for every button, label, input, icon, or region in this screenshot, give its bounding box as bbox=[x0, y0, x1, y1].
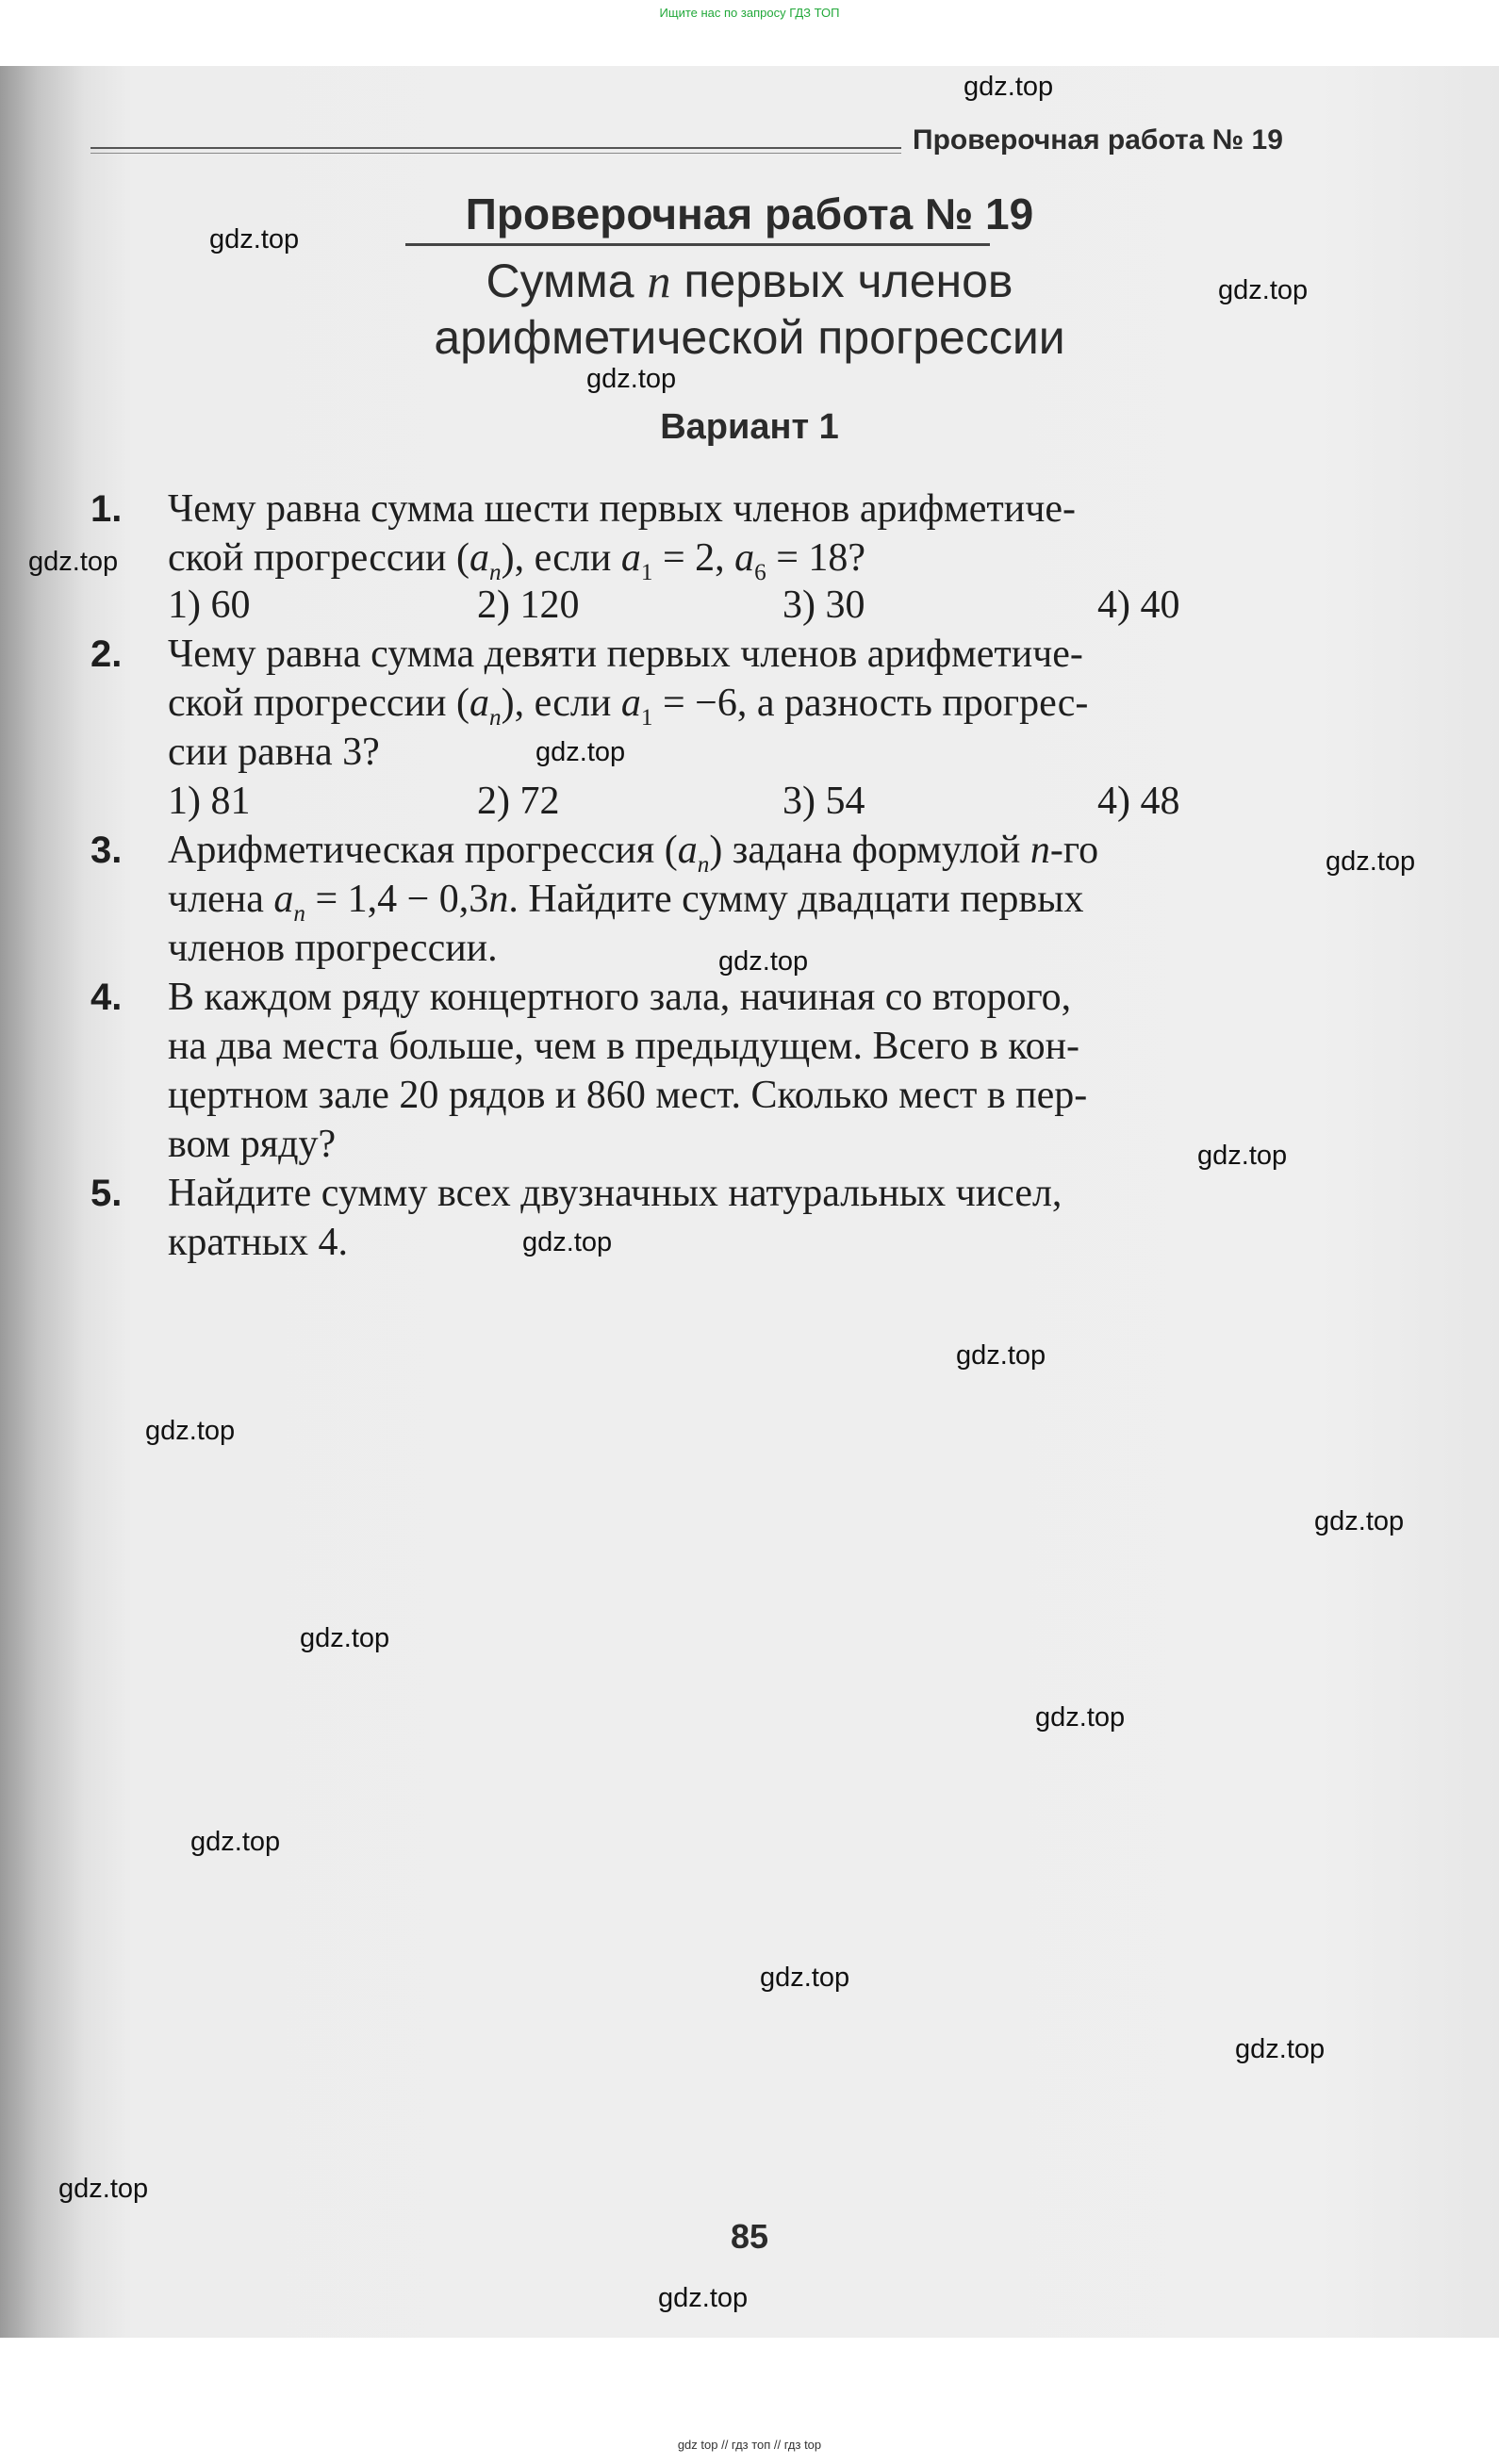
watermark: gdz.top bbox=[209, 224, 300, 255]
answer-option: 2) 120 bbox=[477, 583, 580, 627]
watermark: gdz.top bbox=[145, 1416, 236, 1446]
task-text: В каждом ряду концертного зала, начиная со второго, на два места больше, чем в предыдущем. Всего в кон- цертном зале 20 рядов и 860 мест. Сколько мест в пер- вом ряду? bbox=[168, 976, 1088, 1166]
task-number: 3. bbox=[91, 830, 123, 871]
running-head-title: Проверочная работа № 19 bbox=[913, 124, 1283, 156]
watermark: gdz.top bbox=[956, 1340, 1046, 1371]
header-rule-thin bbox=[91, 153, 901, 154]
watermark: gdz.top bbox=[586, 364, 677, 394]
task-text: Чему равна сумма девяти первых членов арифметиче- ской прогрессии $(a_n)$, если $a_1 = -6$, а разность прогрес- сии равна 3? bbox=[168, 632, 1089, 774]
topic-title bbox=[0, 253, 1499, 366]
watermark: gdz.top bbox=[28, 547, 119, 577]
top-banner[interactable]: Ищите нас по запросу ГДЗ ТОП bbox=[659, 6, 840, 20]
task-number: 2. bbox=[91, 633, 123, 675]
task-5 bbox=[91, 1169, 1316, 1267]
watermark: gdz.top bbox=[522, 1227, 613, 1257]
watermark: gdz.top bbox=[964, 72, 1054, 102]
page-number: 85 bbox=[730, 2217, 769, 2256]
task-1 bbox=[91, 485, 1316, 586]
header-rule bbox=[91, 147, 901, 149]
watermark: gdz.top bbox=[718, 946, 809, 977]
answer-option: 1) 81 bbox=[168, 780, 251, 823]
task-3 bbox=[91, 826, 1316, 973]
topic-line-1: Сумма n первых членов bbox=[486, 255, 1013, 307]
task-number: 1. bbox=[91, 488, 123, 530]
work-title-underline bbox=[405, 243, 990, 246]
task-number: 4. bbox=[91, 977, 123, 1018]
watermark: gdz.top bbox=[190, 1827, 281, 1857]
watermark: gdz.top bbox=[300, 1623, 390, 1653]
watermark: gdz.top bbox=[1218, 275, 1309, 305]
watermark: gdz.top bbox=[1035, 1702, 1126, 1733]
task-2 bbox=[91, 630, 1316, 777]
task-number: 5. bbox=[91, 1173, 123, 1214]
watermark: gdz.top bbox=[760, 1963, 850, 1993]
answer-option: 4) 48 bbox=[1097, 780, 1180, 823]
task-text: Найдите сумму всех двузначных натуральных чисел, кратных 4. bbox=[168, 1172, 1062, 1264]
task-4 bbox=[91, 973, 1316, 1169]
answer-option: 2) 72 bbox=[477, 780, 560, 823]
watermark: gdz.top bbox=[535, 737, 626, 767]
watermark: gdz.top bbox=[1197, 1141, 1288, 1171]
answer-option: 4) 40 bbox=[1097, 583, 1180, 627]
bottom-banner[interactable]: gdz top // гдз топ // гдз top bbox=[677, 2438, 822, 2452]
watermark: gdz.top bbox=[58, 2174, 149, 2204]
work-title-text: Проверочная работа № 19 bbox=[465, 189, 1034, 238]
watermark: gdz.top bbox=[658, 2283, 749, 2313]
answer-option: 3) 30 bbox=[782, 583, 865, 627]
variant-heading: Вариант 1 bbox=[660, 407, 839, 447]
answer-option: 3) 54 bbox=[782, 780, 865, 823]
watermark: gdz.top bbox=[1326, 846, 1416, 877]
task-text: Чему равна сумма шести первых членов арифметиче- ской прогрессии $(a_n)$, если $a_1 = 2$, $a_6 = 18$? bbox=[168, 487, 1076, 586]
watermark: gdz.top bbox=[1314, 1506, 1405, 1536]
watermark: gdz.top bbox=[1235, 2034, 1326, 2064]
topic-line-2: арифметической прогрессии bbox=[434, 311, 1065, 364]
answer-option: 1) 60 bbox=[168, 583, 251, 627]
task-text: Арифметическая прогрессия $(a_n)$ задана формулой n-го члена $a_n = 1,4 - 0,3n$. Найдите сумму двадцати первых членов прогрессии. bbox=[168, 829, 1099, 970]
